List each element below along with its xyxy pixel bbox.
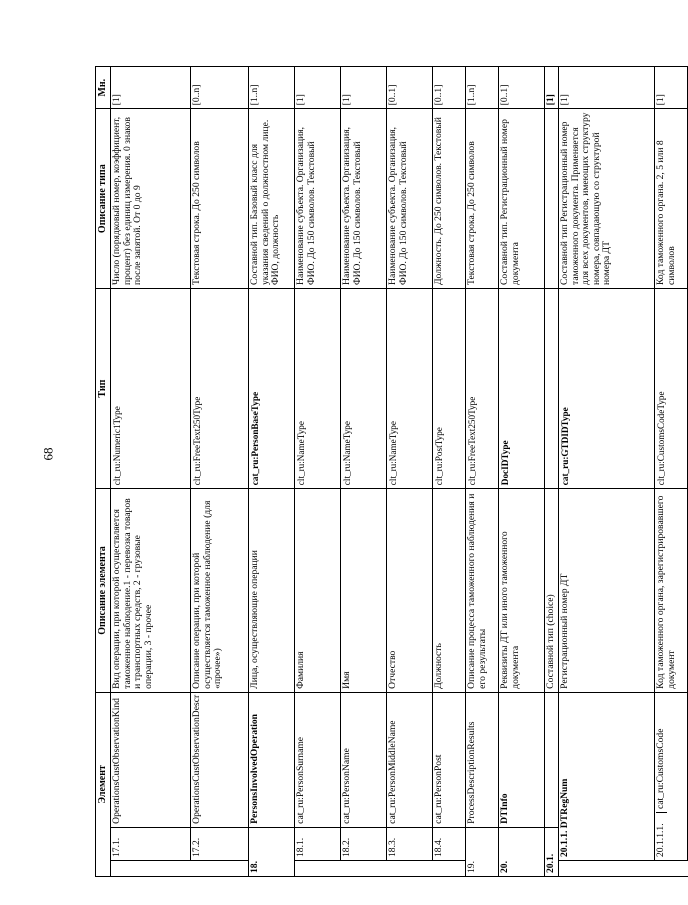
rotated-page-content [95, 66, 677, 877]
row-number: 20.1.1.1. [656, 812, 666, 857]
indent-cell [111, 860, 191, 876]
multiplicity: [1] [559, 67, 655, 109]
type-description: Наименование субъекта. Организация, ФИО. До 150 символов. Текстовый [341, 109, 387, 289]
element-description: Регистрационный номер ДТ [559, 489, 655, 693]
element-name: DTRegNum [559, 778, 571, 829]
element-name: OperationsCustObservationKind [111, 692, 191, 827]
indent-cell [655, 860, 688, 876]
element-type: clt_ru:FreeText250Type [191, 288, 249, 488]
row-number: 20. [499, 827, 545, 876]
type-description: Составной тип. Регистрационный номер документа [499, 109, 545, 289]
element-type: cat_ru:GTDIDType [559, 288, 655, 488]
type-description: Должность. До 250 символов. Текстовый [433, 109, 466, 289]
multiplicity: [1] [655, 67, 688, 109]
nested-element-cell [559, 692, 655, 860]
multiplicity: [1..n] [466, 67, 499, 109]
table-row [191, 67, 249, 877]
table-row [249, 67, 295, 877]
table-row [559, 67, 655, 877]
element-type [545, 288, 559, 488]
indent-cell [191, 860, 249, 876]
table-row [111, 67, 191, 877]
row-number: 18.4. [433, 827, 466, 860]
row-number: 18.1. [295, 827, 341, 860]
element-type: clt_ru:CustomsCodeType [655, 288, 688, 488]
row-number: 17.1. [111, 827, 191, 860]
type-description: Текстовая строка. До 250 символов [466, 109, 499, 289]
element-type: clt_ru:NameType [295, 288, 341, 488]
multiplicity: [0..1] [387, 67, 433, 109]
element-type: clt_ru:Numeric1Type [111, 288, 191, 488]
element-description: Описание операции, при которой осуществляется таможенное наблюдение (для «прочее») [191, 489, 249, 693]
multiplicity: [0..n] [191, 67, 249, 109]
indent-cell [295, 860, 341, 876]
element-name: cat_ru:PersonName [341, 692, 387, 827]
row-number: 20.1.1. [559, 830, 571, 857]
type-description: Текстовая строка. До 250 символов [191, 109, 249, 289]
row-number: 18. [249, 827, 295, 876]
element-name: OperationsCustObservationDescr [191, 692, 249, 827]
indent-cell [387, 860, 433, 876]
element-type: clt_ru:PostType [433, 288, 466, 488]
element-description: Отчество [387, 489, 433, 693]
element-type: clt_ru:NameType [341, 288, 387, 488]
type-description: Составной тип Регистрационный номер таможенного документа. Применяется для всех документов, имеющих структуру номера, совпадающую со структурой номера ДТ [559, 109, 655, 289]
header-description: Описание элемента [96, 489, 111, 693]
element-name: cat_ru:PersonSurname [295, 692, 341, 827]
header-type-description: Описание типа [96, 109, 111, 289]
row-number: 19. [466, 827, 499, 876]
indent-cell [433, 860, 466, 876]
table-row [387, 67, 433, 877]
element-type: clt_ru:NameType [387, 288, 433, 488]
multiplicity: [1] [111, 67, 191, 109]
element-type: cat_ru:PersonBaseType [249, 288, 295, 488]
multiplicity: [1..n] [249, 67, 295, 109]
type-description: Составной тип. Базовый класс для указания сведений о должностном лице. ФИО, должность [249, 109, 295, 289]
element-description: Реквизиты ДТ или иного таможенного документа [499, 489, 545, 693]
element-description: Фамилия [295, 489, 341, 693]
element-description: Имя [341, 489, 387, 693]
element-name: ProcessDescriptionResults [466, 692, 499, 827]
element-type: DocIDType [499, 288, 545, 488]
element-description: Составной тип (choice) [545, 489, 559, 693]
type-description: Наименование субъекта. Организация, ФИО. До 150 символов. Текстовый [295, 109, 341, 289]
table-row [655, 67, 688, 877]
table-row [295, 67, 341, 877]
row-number: 18.3. [387, 827, 433, 860]
element-description: Лица, осуществляющие операции [249, 489, 295, 693]
table-row [466, 67, 499, 877]
element-description: Вид операции, при которой осуществляется таможенное наблюдение.1 - перевозка товаров и транспортных средств, 2 - грузовые операции, 3 - прочее [111, 489, 191, 693]
multiplicity: [0..1] [499, 67, 545, 109]
element-name: cat_ru:PersonPost [433, 692, 466, 827]
element-name: PersonsInvolvedOperation [249, 692, 295, 827]
nested-element-cell [655, 692, 688, 860]
header-type: Тип [96, 288, 111, 488]
indent-cell [341, 860, 387, 876]
header-element: Элемент [96, 692, 111, 876]
type-description: Число (порядковый номер, коэффициент, процент) без единиц измерения. 0 знаков после запятой. От 0 до 9 [111, 109, 191, 289]
multiplicity: [1] [341, 67, 387, 109]
table-row [341, 67, 387, 877]
element-name: DTInfo [499, 692, 545, 827]
element-name [545, 692, 559, 827]
multiplicity: [0..1] [433, 67, 466, 109]
element-name: cat_ru:PersonMiddleName [387, 692, 433, 827]
row-number: 18.2. [341, 827, 387, 860]
row-number: 17.2. [191, 827, 249, 860]
element-description: Код таможенного органа, зарегистрировавшего документ [655, 489, 688, 693]
type-description: Наименование субъекта. Организация, ФИО. До 150 символов. Текстовый [387, 109, 433, 289]
table-header-row [96, 67, 111, 877]
page-number: 68 [40, 447, 56, 461]
table-row [433, 67, 466, 877]
type-description [545, 109, 559, 289]
element-name: cat_ru:CustomsCode [655, 728, 667, 809]
element-description: Описание процесса таможенного наблюдения и его результаты [466, 489, 499, 693]
multiplicity: [1] [295, 67, 341, 109]
type-description: Код таможенного органа. 2, 5 или 8 символов [655, 109, 688, 289]
element-spec-table [95, 66, 688, 877]
multiplicity: [1] [545, 67, 559, 109]
header-multiplicity: Мн. [96, 67, 111, 109]
element-type: clt_ru:FreeText250Type [466, 288, 499, 488]
indent-cell [559, 860, 655, 876]
table-row [499, 67, 545, 877]
table-row [545, 67, 559, 877]
element-description: Должность [433, 489, 466, 693]
row-number: 20.1. [545, 827, 559, 876]
